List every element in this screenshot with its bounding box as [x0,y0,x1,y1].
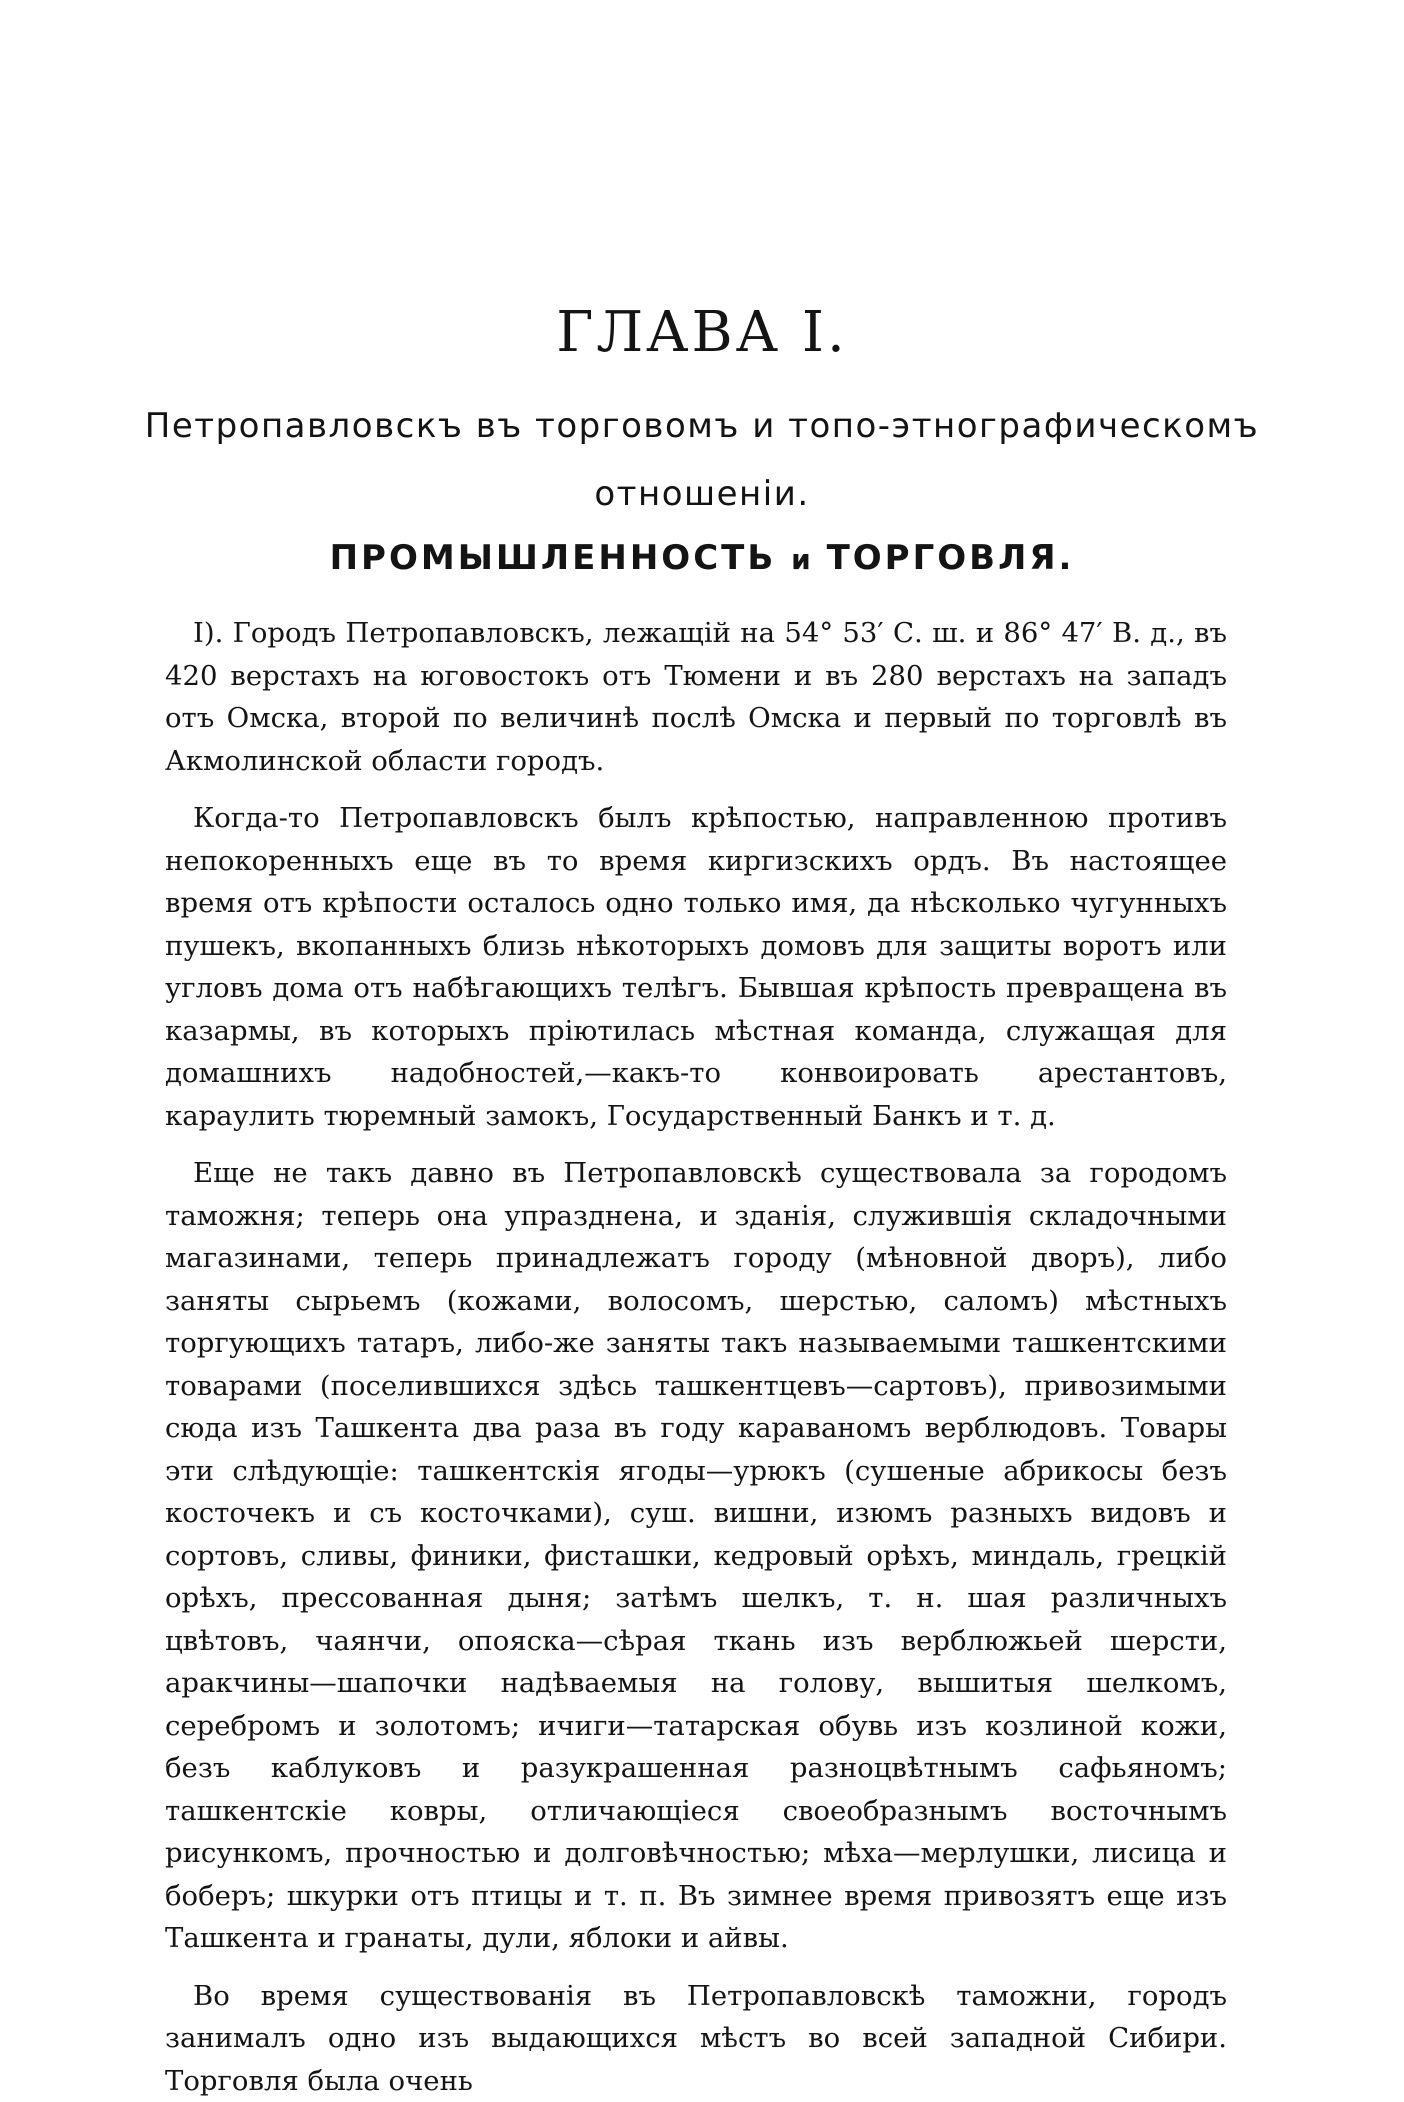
paragraph-4: Во время существованія въ Петропавловскѣ таможни, городъ занималъ одно изъ выдающихся мѣстъ во всей западной Сибири. Торговля была очень [165,1975,1227,2102]
section-heading-part1: ПРОМЫШЛЕННОСТЬ [330,538,777,578]
section-heading-conjunction: и [791,543,812,576]
paragraph-3: Еще не такъ давно въ Петропавловскѣ существовала за городомъ таможня; теперь она упразднена, и зданія, служившія складочными магазинами, теперь принадлежатъ городу (мѣновной дворъ), либо заняты сырьемъ (кожами, волосомъ, шерстью, саломъ) мѣстныхъ торгующихъ татаръ, либо-же заняты такъ называемыми ташкентскими товарами (поселившихся здѣсь ташкентцевъ—сартовъ), привозимыми сюда изъ Ташкента два раза въ году караваномъ верблюдовъ. Товары эти слѣдующіе: ташкентскія ягоды—урюкъ (сушеные абрикосы безъ косточекъ и съ косточками), суш. вишни, изюмъ разныхъ видовъ и сортовъ, сливы, финики, фисташки, кедровый орѣхъ, миндаль, грецкій орѣхъ, прессованная дыня; затѣмъ шелкъ, т. н. шая различныхъ цвѣтовъ, чаянчи, опояска—сѣрая ткань изъ верблюжьей шерсти, аракчины—шапочки надѣваемыя на голову, вышитыя шелкомъ, серебромъ и золотомъ; ичиги—татарская обувь изъ козлиной кожи, безъ каблуковъ и разукрашенная разноцвѣтнымъ сафьяномъ; ташкентскіе ковры, отличающіеся своеобразнымъ восточнымъ рисункомъ, прочностью и долговѣчностью; мѣха—мерлушки, лисица и боберъ; шкурки отъ птицы и т. п. Въ зимнее время привозятъ еще изъ Ташкента и гранаты, дули, яблоки и айвы. [165,1152,1227,1960]
section-heading-part2: ТОРГОВЛЯ. [827,538,1075,578]
paragraph-1: I). Городъ Петропавловскъ, лежащій на 54° 53′ С. ш. и 86° 47′ В. д., въ 420 верстахъ на юговостокъ отъ Тюмени и въ 280 верстахъ на западъ отъ Омска, второй по величинѣ послѣ Омска и первый по торговлѣ въ Акмолинской области городъ. [165,612,1227,782]
body-text [165,612,1227,2102]
chapter-subtitle: Петропавловскъ въ торговомъ и топо-этнографическомъ отношеніи. [120,392,1284,528]
section-heading [0,538,1404,578]
chapter-title: ГЛАВА I. [0,300,1404,365]
paragraph-2: Когда-то Петропавловскъ былъ крѣпостью, направленною противъ непокоренныхъ еще въ то время киргизскихъ ордъ. Въ настоящее время отъ крѣпости осталось одно только имя, да нѣсколько чугунныхъ пушекъ, вкопанныхъ близь нѣкоторыхъ домовъ для защиты воротъ или угловъ дома отъ набѣгающихъ телѣгъ. Бывшая крѣпость превращена въ казармы, въ которыхъ пріютилась мѣстная команда, служащая для домашнихъ надобностей,—какъ-то конвоировать арестантовъ, караулить тюремный замокъ, Государственный Банкъ и т. д. [165,797,1227,1137]
